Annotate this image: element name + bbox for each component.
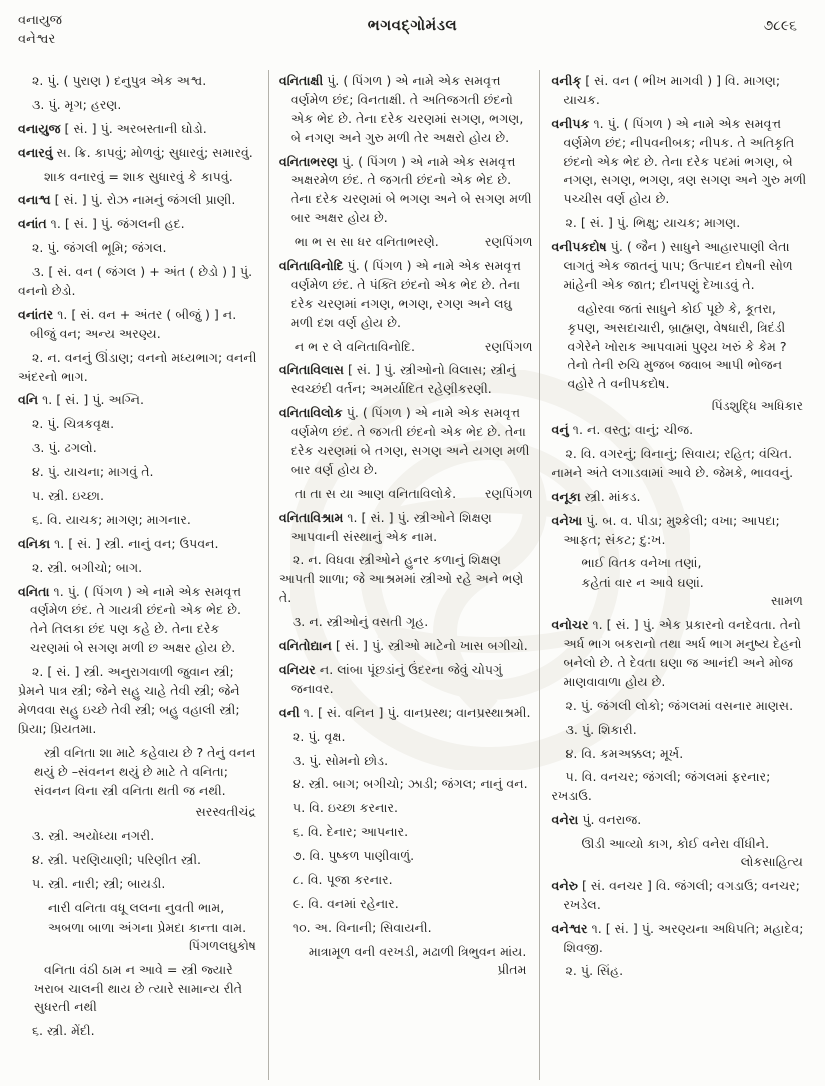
- usage-example: [568, 300, 809, 394]
- headword: વનેશ્વર: [551, 920, 588, 936]
- sense-item: [279, 847, 533, 866]
- block-text: સામળ: [770, 593, 803, 609]
- block-text: ૨. ન. વનનું ઊંડાણ; વનનો મધ્યભાગ; વનની અંદરનો ભાગ.: [18, 349, 257, 384]
- dictionary-entry: [552, 616, 809, 692]
- block-text: અબળા બાળા અંગના પ્રેમદા કાન્તા વામ.: [48, 919, 247, 935]
- sense-item: [279, 895, 533, 914]
- verse-line: [48, 899, 262, 918]
- block-text: ૪. પું. યાચના; માગવું તે.: [32, 464, 154, 480]
- block-text: ૪. સ્ત્રી. પરણિયાણી; પરિણીત સ્ત્રી.: [32, 852, 202, 868]
- block-text: પું. ( પિંગળ ) એ નામે એક સમવૃત્ત વર્ણમેળ છંદ. તે પંક્તિ છંદનો એક ભેદ છે. તેના દરેક ચરણમાં નગણ, ભગણ, રગણ અને લઘુ મળી દશ વર્ણ હોય છે.: [290, 258, 521, 330]
- sense-item: [552, 768, 809, 806]
- block-text: ૪. સ્ત્રી. બાગ; બગીચો; ઝાડી; જંગલ; નાનું વન.: [292, 776, 528, 792]
- block-text: ૫. સ્ત્રી. ઇચ્છા.: [32, 488, 104, 504]
- verse-line: [309, 943, 533, 962]
- block-text: શાક વનારવું = શાક સુધારવું કે કાપવું.: [44, 168, 233, 184]
- source-attribution: રણપિંગળ: [485, 234, 533, 250]
- headword: વનિતા: [18, 583, 50, 599]
- block-text: ૧. [ સં. ] સ્ત્રી. નાનું વન; ઉપવન.: [50, 535, 219, 551]
- headword: વનિતાભરણ: [278, 153, 338, 169]
- block-text: ૩. ન. સ્ત્રીઓનું વસતી ગૃહ.: [292, 614, 429, 630]
- dictionary-entry: [18, 191, 262, 210]
- block-text: પું. ( જૈન ) સાધુને આહારપાણી લેતા લાગતું એક જાતનું પાપ; ઉત્પાદન દોષની સોળ માંહેની એક જાત; દીનપણું દેખાડવું તે.: [563, 239, 793, 292]
- sense-item: [18, 349, 262, 387]
- dictionary-entry: [18, 583, 262, 659]
- source-attribution: રણપિંગળ: [485, 338, 533, 354]
- sense-item: [279, 551, 533, 608]
- dictionary-entry: [279, 637, 533, 656]
- block-text: ૨. પું. ચિત્રકવૃક્ષ.: [32, 416, 115, 432]
- running-head-last-word: વનેશ્વર: [18, 31, 56, 47]
- block-text: [ સં. ] પું. રોઝ નામનું જંગલી પ્રાણી.: [50, 192, 236, 208]
- block-text: પું. ( પિંગળ ) એ નામે એક સમવૃત્ત વર્ણમેળ છંદ; વિનતાક્ષી. તે અતિજગતી છંદનો એક ભેદ છે. તેના દરેક ચરણમાં સગણ, ભગણ, બે નગણ અને ગુરુ મળી તેર અક્ષરો હોય છે.: [290, 73, 524, 145]
- block-text: ૧. પું. ( પિંગળ ) એ નામે એક સમવૃત્ત વર્ણમેળ છંદ. તે ગાયત્રી છંદનો એક ભેદ છે. તેને તિલકા છંદ પણ કહે છે. તેના દરેક ચરણમાં બે સગણ મળી છ અક્ષર હોય છે.: [30, 583, 242, 656]
- block-text: પું. ( પિંગળ ) એ નામે એક સમવૃત્ત અક્ષરમેળ છંદ. તે જગતી છંદનો એક ભેદ છે. તેના દરેક ચરણમાં બે ભગણ અને બે સગણ મળી બાર અક્ષર હોય છે.: [290, 153, 532, 226]
- sense-item: [18, 663, 262, 739]
- source-attribution: [18, 937, 262, 956]
- block-text: ૧. [ સં. વનિન ] પું. વાનપ્રસ્થ; વાનપ્રસ્થાશ્રમી.: [299, 704, 531, 720]
- headword: વનીપક: [551, 115, 590, 131]
- sense-item: [18, 439, 262, 458]
- sense-item: [552, 445, 809, 483]
- dictionary-entry: [18, 120, 262, 139]
- column-left: [14, 70, 268, 1080]
- headword: વનિકા: [18, 535, 51, 551]
- block-text: તા તા સ યા આણ વનિતાવિલોકે.: [294, 485, 457, 501]
- source-attribution: રણપિંગળ: [485, 485, 533, 501]
- block-text: [ સં. વનચર ] વિ. જંગલી; વગડાઉ; વનચર; રખડેલ.: [563, 877, 800, 912]
- running-head-first-word: વનાયુજ: [18, 13, 62, 28]
- sense-item: [279, 752, 533, 771]
- headword: વનારવું: [18, 144, 53, 160]
- sense-item: [279, 728, 533, 747]
- block-text: ૨. પું. ( પુરાણ ) દનુપુત્ર એક અશ્વ.: [32, 73, 207, 88]
- headword: વનિતાક્ષી: [278, 73, 324, 88]
- sense-item: [279, 613, 533, 632]
- block-text: ૨. પું. વૃક્ષ.: [292, 728, 346, 744]
- block-text: ન ભ ર લે વનિતાવિનોદિ.: [294, 338, 416, 354]
- block-text: નારી વનિતા વધૂ લલના નુવતી ભામ,: [48, 899, 225, 915]
- dictionary-entry: [552, 877, 809, 915]
- headword: વનીપકદોષ: [551, 239, 607, 255]
- sense-item: [18, 559, 262, 578]
- source-attribution: [552, 592, 809, 611]
- verse-line: [582, 554, 809, 573]
- headword: વનેરુ: [551, 877, 578, 893]
- dictionary-entry: [18, 144, 262, 163]
- dictionary-entry: [279, 704, 533, 723]
- sense-item: [18, 239, 262, 258]
- dictionary-entry: [279, 404, 533, 480]
- block-text: ૫. વિ. ઇચ્છા કરનાર.: [292, 800, 398, 816]
- block-text: ૨. ન. વિધવા સ્ત્રીઓને હુનર કળાનું શિક્ષણ આપતી શાળા; જે આશ્રમમાં સ્ત્રીઓ રહે અને ભણે તે.: [278, 552, 524, 606]
- block-text: ૧. [ સં. ] પું. અરણ્યના અધિપતિ; મહાદેવ; શિવજી.: [563, 920, 804, 955]
- headword: વનિતાવિનોદિ: [278, 258, 344, 274]
- headword: વનાંતર: [18, 306, 54, 322]
- block-text: ૩. [ સં. વન ( જંગલ ) + અંત ( છેડો ) ] પું. વનનો છેડો.: [18, 264, 253, 299]
- dictionary-entry: [552, 115, 809, 209]
- dictionary-entry: [552, 920, 809, 958]
- block-text: ૨. પું. સિંહ.: [565, 963, 624, 979]
- column-middle: [268, 70, 539, 1080]
- dictionary-entry: [279, 361, 533, 399]
- verse-line: [295, 233, 533, 252]
- headword: વનાશ્વ: [18, 192, 51, 208]
- sense-item: [552, 745, 809, 764]
- source-attribution: [552, 853, 809, 872]
- block-text: ૬. વિ. દેનાર; આપનાર.: [292, 824, 409, 840]
- block-text: ૨. [ સં. ] સ્ત્રી. અનુરાગવાળી જુવાન સ્ત્રી; પ્રેમને પાત્ર સ્ત્રી; જેને સહુ ચાહે તેવી સ્ત્રી; જેને મેળવવા સહુ ઇચ્છે તેવી સ્ત્રી; બહુ વહાલી સ્ત્રી; પ્રિયા; પ્રિયતમા.: [18, 664, 240, 736]
- headword: વનેખા: [551, 512, 583, 528]
- block-text: ૪. વિ. કમઅક્કલ; મૂર્ખ.: [565, 745, 684, 761]
- block-text: પિંડશુદ્ધિ અધિકાર: [711, 398, 803, 414]
- headword: વનિતાવિલોક: [278, 405, 343, 421]
- block-text: ભાઈ વિતક વનેખા તણાં,: [581, 555, 702, 571]
- text-columns: [14, 70, 815, 1080]
- block-text: ૯. વિ. વનમાં રહેનાર.: [292, 895, 399, 911]
- dictionary-entry: [552, 512, 809, 550]
- page-number: ૭૮૯૬: [763, 18, 797, 34]
- headword: વનાંત: [18, 216, 47, 232]
- block-text: ૩. પું. મૃગ; હરણ.: [32, 96, 122, 112]
- block-text: ૩. પું. ઢગલો.: [32, 440, 97, 456]
- dictionary-entry: [279, 257, 533, 333]
- column-right: [539, 70, 815, 1080]
- block-text: પું. બ. વ. પીડા; મુશ્કેલી; વખા; આપદા; આફત; સંકટ; દુ:ખ.: [563, 512, 780, 547]
- headword: વનું: [551, 422, 569, 438]
- block-text: ૨. પું. જંગલી ભૂમિ; જંગલ.: [32, 240, 167, 256]
- sense-item: [18, 851, 262, 870]
- block-text: ૬. સ્ત્રી. મેંદી.: [32, 1023, 95, 1039]
- headword: વનિતોદ્યાન: [278, 638, 332, 654]
- block-text: માત્રામૂળ વની વરખડી, મઢાળી ત્રિભુવન માંય.: [308, 943, 527, 959]
- block-text: ૭. વિ. પુષ્કળ પાણીવાળું.: [292, 848, 415, 864]
- block-text: ૫. વિ. વનચર; જંગલી; જંગલમાં ફરનાર; રખડાઉ.: [551, 769, 771, 804]
- dictionary-entry: [18, 215, 262, 234]
- dictionary-entry: [18, 535, 262, 554]
- block-text: ૮. વિ. પૂજા કરનાર.: [292, 871, 393, 887]
- verse-line: [582, 574, 809, 593]
- block-text: [ સં. ] પું. અરબસ્તાની ઘોડો.: [60, 120, 207, 136]
- block-text: ૨. [ સં. ] પું. ભિક્ષુ; યાચક; માગણ.: [565, 215, 741, 231]
- sense-item: [279, 871, 533, 890]
- sense-item: [552, 962, 809, 981]
- sense-item: [552, 697, 809, 716]
- sense-item: [18, 487, 262, 506]
- headword: વનોચર: [551, 617, 589, 633]
- sense-item: [279, 823, 533, 842]
- block-text: પ્રીતમ: [497, 961, 527, 977]
- block-text: ઊડી આવ્યો કાગ, કોઈ વનેરા વીંધીને.: [581, 836, 770, 852]
- block-text: [ સં. ] પું. સ્ત્રીઓનો વિલાસ; સ્ત્રીનું સ્વચ્છંદી વર્તન; અમર્યાદિત રહેણીકરણી.: [290, 362, 516, 397]
- block-text: ૨. સ્ત્રી. બગીચો; બાગ.: [32, 559, 143, 575]
- sense-item: [18, 1022, 262, 1041]
- verse-line: [582, 835, 809, 854]
- block-text: ૨. વિ. વગરનું; વિનાનું; સિવાય; રહિત; વંચિત. નામને અંતે લગાડવામાં આવે છે. જેમકે, ભાવવનું.: [551, 446, 794, 480]
- block-text: ભા ભ સ સા ધર વનિતાભરણે.: [294, 234, 439, 250]
- block-text: ૩. પું. શિકારી.: [565, 721, 637, 737]
- block-text: કહેતાં વાર ન આવે ઘણાં.: [581, 575, 704, 591]
- dictionary-entry: [279, 509, 533, 547]
- dictionary-entry: [279, 72, 533, 148]
- block-text: ૩. સ્ત્રી. અયોધ્યા નગરી.: [32, 828, 155, 844]
- headword: વનિતાવિલાસ: [278, 362, 344, 378]
- block-text: ન. લાંબા પૂંછડાંનું ઉંદરના જેવું ચોપગું જનાવર.: [290, 661, 503, 696]
- block-text: પું. વનરાજ.: [578, 812, 642, 828]
- block-text: પું. ( પિંગળ ) એ નામે એક સમવૃત્ત વર્ણમેળ છંદ. તે જગતી છંદનો એક ભેદ છે. તેના દરેક ચરણમાં બે તગણ, સગણ અને યગણ મળી બાર વર્ણ હોય છે.: [290, 405, 530, 477]
- verse-line: [48, 919, 262, 938]
- block-text: ૧. [ સં. ] પું. અગ્નિ.: [38, 392, 145, 408]
- dictionary-entry: [552, 811, 809, 830]
- dictionary-entry: [18, 391, 262, 410]
- block-text: સ. ક્રિ. કાપવું; મોળવું; સુધારવું; સમારવું.: [52, 144, 253, 160]
- headword: વનિતાવિશ્રામ: [278, 509, 344, 525]
- page-title: ભગવદ્ગોમંડલ: [367, 16, 458, 34]
- block-text: વનિતા વંઠી ઠામ ન આવે = સ્ત્રી જ્યારે ખરાબ ચાલની થાય છે ત્યારે સામાન્ય રીતે સુધરતી નથી: [34, 961, 243, 1015]
- block-text: સ્ત્રી વનિતા શા માટે કહેવાય છે ? તેનું વનન થયું છે –સંવનન થયું છે માટે તે વનિતા; સંવનન વિના સ્ત્રી વનિતા થતી જ નથી.: [34, 744, 256, 798]
- headword: વનીક્: [551, 73, 582, 88]
- sense-item: [18, 96, 262, 115]
- sense-item: [18, 263, 262, 301]
- dictionary-entry: [18, 306, 262, 344]
- page-header: [0, 0, 825, 64]
- block-text: ૧૦. અ. વિનાની; સિવાયની.: [292, 919, 432, 935]
- usage-example: [34, 744, 262, 801]
- sense-item: [18, 415, 262, 434]
- dictionary-entry: [552, 488, 809, 507]
- sense-item: [18, 875, 262, 894]
- sense-item: [18, 463, 262, 482]
- source-attribution: [18, 803, 262, 822]
- sense-item: [279, 919, 533, 938]
- sense-item: [18, 511, 262, 530]
- dictionary-entry: [552, 72, 809, 110]
- block-text: ૬. વિ. યાચક; માગણ; માગનાર.: [32, 511, 191, 527]
- source-attribution: [279, 961, 533, 980]
- sense-item: [18, 72, 262, 91]
- verse-line: [295, 338, 533, 357]
- block-text: ૧. [ સં. ] પું. એક પ્રકારનો વનદેવતા. તેનો અર્ધ ભાગ બકરાનો તથા અર્ધ ભાગ મનુષ્ય દેહનો બનેલો છે. તે દેવતા ઘણા જ આનંદી અને મોજ માણવાવાળા હોય છે.: [563, 617, 802, 689]
- headword: વનિ: [18, 392, 39, 408]
- headword: વની: [278, 704, 300, 720]
- block-text: વહોરવા જતાં સાધુને કોઈ પૂછે કે, કૂતરા, કૃપણ, અસદાચારી, બ્રાહ્મણ, વેષધારી, ત્રિદંડી વગેરેને ખોરાક આપવામાં પુણ્ય ખરું કે કેમ ? તેનો તેની રુચિ મુજબ જવાબ આપી ભોજન વહોરે તે વનીપકદોષ.: [567, 300, 787, 392]
- block-text: સ્ત્રી. માંકડ.: [580, 488, 641, 504]
- sense-item: [279, 775, 533, 794]
- sense-item: [18, 827, 262, 846]
- dictionary-entry: [552, 421, 809, 440]
- block-text: ૧. [ સં. ] પું. સ્ત્રીઓને શિક્ષણ આપવાની સંસ્થાનું એક નામ.: [290, 509, 492, 544]
- usage-example: [34, 961, 262, 1018]
- block-text: ૧. ન. વસ્તુ; વાનું; ચીજ.: [568, 422, 694, 438]
- headword: વનેરા: [551, 812, 579, 828]
- block-text: ૨. પું. જંગલી લોકો; જંગલમાં વસનાર માણસ.: [565, 697, 794, 713]
- sense-item: [552, 214, 809, 233]
- block-text: સરસ્વતીચંદ્ર: [195, 804, 256, 820]
- headword: વનિયર: [278, 661, 316, 677]
- verse-line: [295, 485, 533, 504]
- block-text: લોકસાહિત્ય: [740, 853, 803, 869]
- block-text: ૧. [ સં. ] પું. જંગલની હદ.: [46, 216, 185, 232]
- usage-example: [34, 168, 262, 187]
- block-text: ૩. પું. સોમનો છોડ.: [292, 752, 389, 768]
- source-attribution: [552, 397, 809, 416]
- dictionary-entry: [279, 661, 533, 699]
- block-text: પિંગળલઘુકોષ: [189, 937, 256, 953]
- headword: વનૂકા: [551, 488, 581, 504]
- headword: વનાયુજ: [18, 120, 61, 136]
- block-text: ૧. [ સં. વન + અંતર ( બીજું ) ] ન. બીજું વન; અન્ય અરણ્ય.: [30, 306, 237, 341]
- block-text: [ સં. વન ( ભીખ માગવી ) ] વિ. માગણ; યાચક.: [563, 73, 781, 107]
- dictionary-entry: [552, 238, 809, 295]
- block-text: ૧. પું. ( પિંગળ ) એ નામે એક સમવૃત્ત વર્ણમેળ છંદ; નીપવનીબક; નીપક. તે અતિકૃતિ છંદનો એક ભેદ છે. તેના દરેક પદમાં ભગણ, બે નગણ, સગણ, ભગણ, ત્રણ સગણ અને ગુરુ મળી પચ્ચીસ વર્ણ હોય છે.: [563, 115, 807, 207]
- dictionary-entry: [279, 153, 533, 229]
- sense-item: [552, 721, 809, 740]
- block-text: [ સં. ] પું. સ્ત્રીઓ માટેનો ખાસ બગીચો.: [331, 638, 528, 654]
- block-text: ૫. સ્ત્રી. નારી; સ્ત્રી; બાયડી.: [32, 876, 166, 892]
- sense-item: [279, 799, 533, 818]
